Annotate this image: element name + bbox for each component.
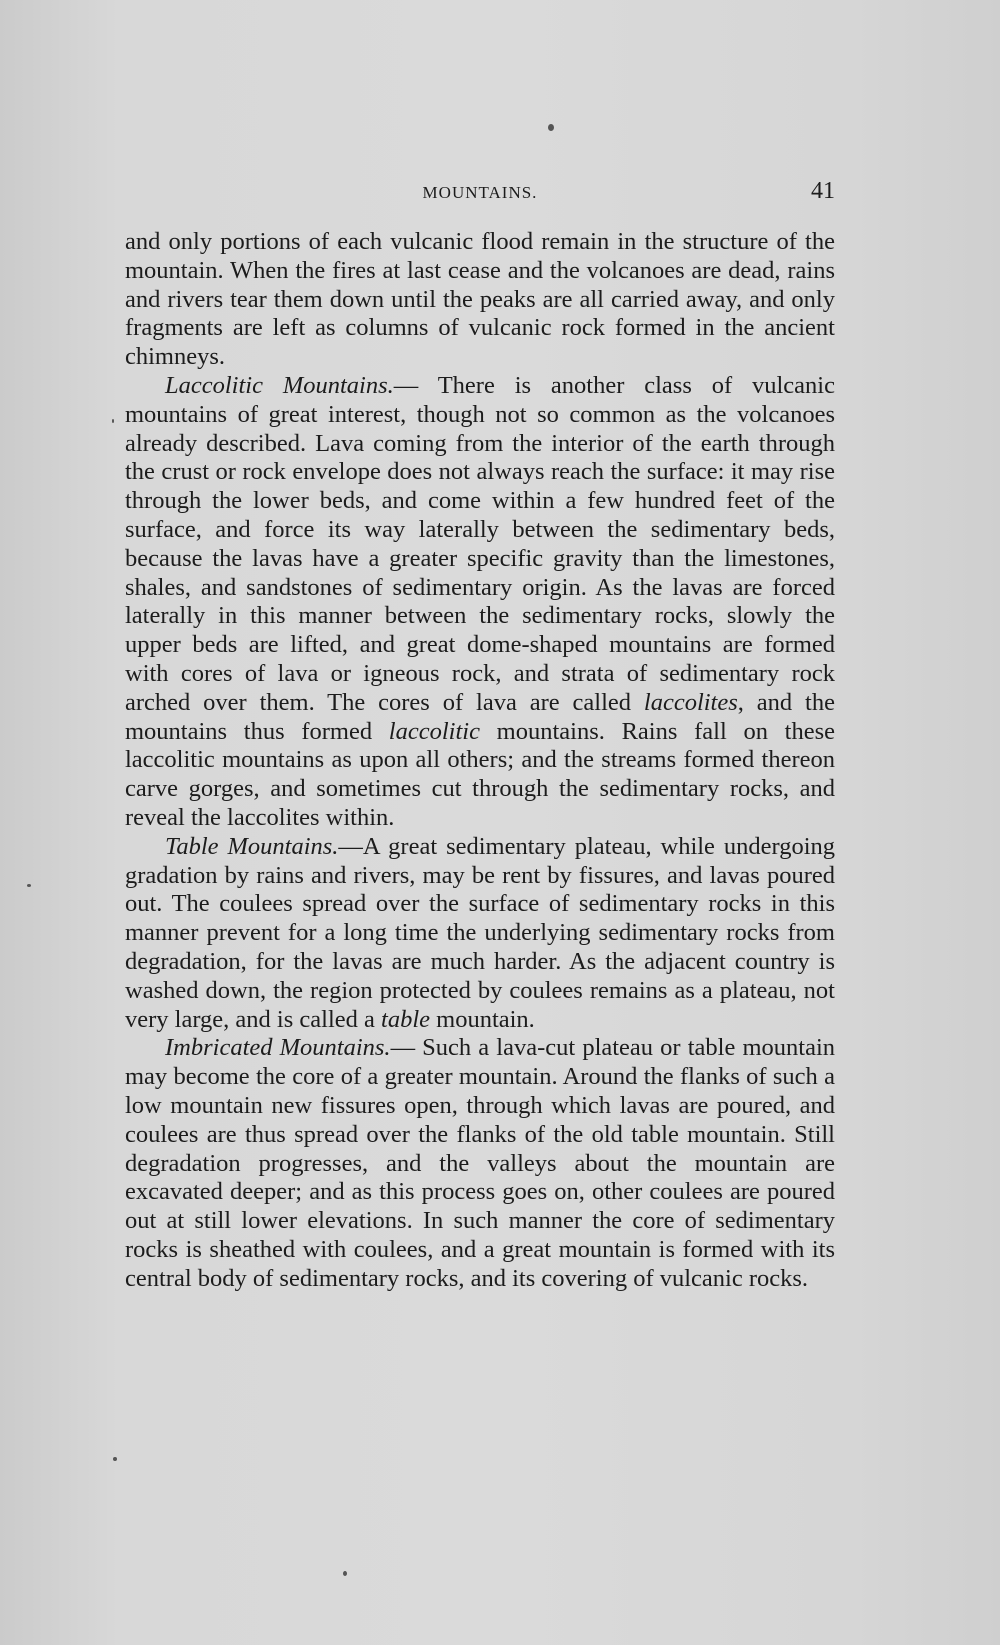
paragraph — [125, 372, 835, 833]
page-number: 41 — [811, 178, 835, 204]
running-head — [125, 180, 835, 210]
ink-speck — [113, 1457, 117, 1461]
section-heading: Imbricated Mountains. — [165, 1034, 391, 1062]
ink-speck — [343, 1571, 347, 1576]
paragraph-text: —A great sedimentary plateau, while undergoing gradation by rains and rivers, may be rent by fissures, and lavas poured out. The coulees spread over the surface of sedimentary rocks in this manner prevent for a long time the underlying sedimentary rocks from degradation, for the lavas are much harder. As the adjacent country is washed down, the region protected by coulees remains as a plateau, not very large, and is called a — [125, 832, 836, 1033]
section-heading: Laccolitic Mountains. — [165, 371, 394, 399]
running-title: MOUNTAINS. — [422, 183, 538, 202]
section-heading: Table Mountains. — [165, 832, 339, 860]
paragraph-text: mountain. — [430, 1005, 535, 1033]
paragraph-text: , and the mountains thus formed — [125, 688, 835, 745]
paragraph-text: mountains. Rains fall on these laccolitic mountains as upon all others; and the streams formed thereon carve gorges, and sometimes cut through the sedimentary rocks, and reveal the laccolites within. — [125, 717, 836, 831]
ink-speck — [27, 884, 31, 887]
body-text — [125, 228, 835, 1293]
paragraph-text: and only portions of each vulcanic flood remain in the structure of the mountain. When the fires at last cease and the volcanoes are dead, rains and rivers tear them down until the peaks are all carried away, and only fragments are left as columns of vulcanic rock formed in the ancient chimneys. — [125, 228, 835, 371]
ink-speck — [112, 419, 114, 423]
italic-term: laccolitic — [388, 717, 480, 745]
paragraph — [125, 1034, 835, 1293]
continued-paragraph — [125, 228, 835, 372]
paragraph-text: — Such a lava-cut plateau or table mountain may become the core of a greater mountain. Around the flanks of such a low mountain new fissures open, through which lavas are poured, and coulees are thus spread over the flanks of the old table mountain. Still degradation progresses, and the valleys about the mountain are excavated deeper; and as this process goes on, other coulees are poured out at still lower elevations. In such manner the core of sedimentary rocks is sheathed with coulees, and a great mountain is formed with its central body of sedimentary rocks, and its covering of vulcanic rocks. — [125, 1034, 835, 1292]
paragraph — [125, 833, 835, 1035]
ink-speck — [548, 124, 554, 131]
italic-term: table — [381, 1005, 431, 1033]
italic-term: laccolites — [643, 688, 738, 716]
paragraph-text: — There is another class of vulcanic mountains of great interest, though not so common as the volcanoes already described. Lava coming from the interior of the earth through the crust or rock envelope does not always reach the surface: it may rise through the lower beds, and come within a few hundred feet of the surface, and force its way laterally between the sedimentary beds, because the lavas have a greater specific gravity than the limestones, shales, and sandstones of sedimentary origin. As the lavas are forced laterally in this manner between the sedimentary rocks, slowly the upper beds are lifted, and great dome-shaped mountains are formed with cores of lava or igneous rock, and strata of sedimentary rock arched over them. The cores of lava are called — [125, 371, 835, 716]
